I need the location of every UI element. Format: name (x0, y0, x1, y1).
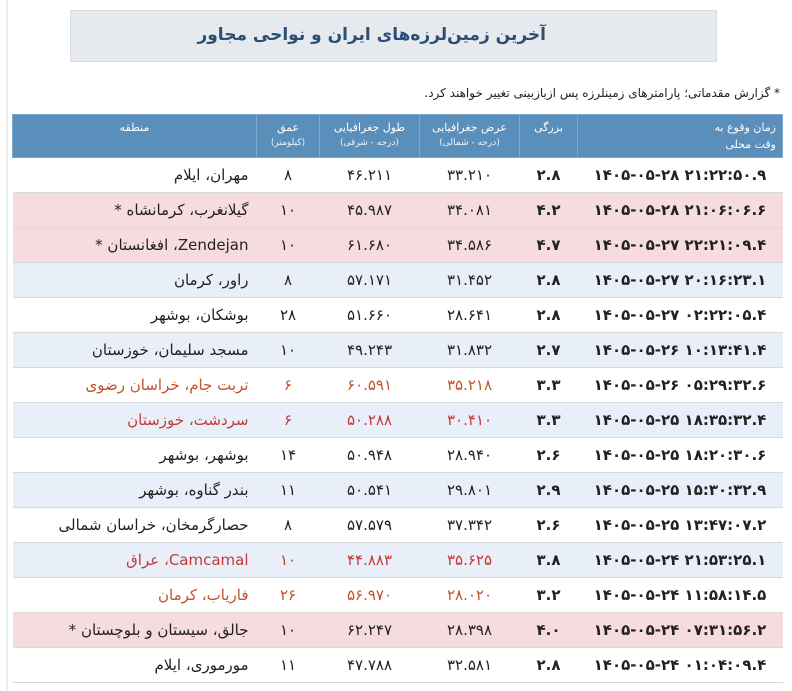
cell-magnitude: ۲.۸ (520, 263, 578, 298)
cell-longitude: ۵۰.۹۴۸ (320, 438, 420, 473)
cell-latitude: ۳۰.۴۱۰ (420, 403, 520, 438)
earthquake-table (12, 114, 783, 683)
table-row[interactable] (13, 403, 783, 438)
header-longitude[interactable] (320, 115, 420, 158)
cell-magnitude: ۴.۰ (520, 613, 578, 648)
table-row[interactable] (13, 263, 783, 298)
cell-magnitude: ۳.۲ (520, 578, 578, 613)
cell-magnitude: ۲.۶ (520, 508, 578, 543)
cell-time: ۱۴۰۵-۰۵-۲۸ ۲۱:۰۶:۰۶.۶ (578, 193, 783, 228)
header-depth-line1: عمق (276, 121, 300, 134)
cell-latitude: ۳۴.۰۸۱ (420, 193, 520, 228)
header-depth-line2: (کیلومتر) (270, 138, 306, 148)
header-magnitude-label: بزرگی (534, 121, 563, 134)
cell-time: ۱۴۰۵-۰۵-۲۵ ۱۸:۳۵:۳۲.۴ (578, 403, 783, 438)
cell-latitude: ۳۱.۴۵۲ (420, 263, 520, 298)
cell-longitude: ۵۶.۹۷۰ (320, 578, 420, 613)
cell-longitude: ۴۷.۷۸۸ (320, 648, 420, 683)
cell-latitude: ۲۸.۰۲۰ (420, 578, 520, 613)
table-body (13, 158, 783, 683)
cell-depth: ۱۱ (257, 648, 320, 683)
cell-region: حصارگرمخان، خراسان شمالی (13, 508, 257, 543)
cell-depth: ۸ (257, 158, 320, 193)
cell-longitude: ۴۹.۲۴۳ (320, 333, 420, 368)
table-row[interactable] (13, 578, 783, 613)
cell-latitude: ۲۹.۸۰۱ (420, 473, 520, 508)
cell-latitude: ۲۸.۶۴۱ (420, 298, 520, 333)
cell-magnitude: ۴.۲ (520, 193, 578, 228)
cell-time: ۱۴۰۵-۰۵-۲۶ ۰۵:۲۹:۳۲.۶ (578, 368, 783, 403)
cell-region: جالق، سیستان و بلوچستان * (13, 613, 257, 648)
cell-longitude: ۵۷.۵۷۹ (320, 508, 420, 543)
cell-depth: ۱۰ (257, 193, 320, 228)
table-row[interactable] (13, 298, 783, 333)
cell-longitude: ۴۶.۲۱۱ (320, 158, 420, 193)
cell-time: ۱۴۰۵-۰۵-۲۷ ۲۰:۱۶:۲۳.۱ (578, 263, 783, 298)
cell-longitude: ۴۵.۹۸۷ (320, 193, 420, 228)
header-depth[interactable] (257, 115, 320, 158)
cell-region: بوشکان، بوشهر (13, 298, 257, 333)
cell-longitude: ۵۷.۱۷۱ (320, 263, 420, 298)
cell-latitude: ۳۵.۲۱۸ (420, 368, 520, 403)
cell-depth: ۸ (257, 508, 320, 543)
cell-magnitude: ۴.۷ (520, 228, 578, 263)
table-row[interactable] (13, 508, 783, 543)
table-row[interactable] (13, 193, 783, 228)
table-row[interactable] (13, 648, 783, 683)
cell-depth: ۶ (257, 403, 320, 438)
cell-longitude: ۵۰.۵۴۱ (320, 473, 420, 508)
header-magnitude[interactable] (520, 115, 578, 158)
cell-depth: ۱۰ (257, 228, 320, 263)
cell-magnitude: ۲.۶ (520, 438, 578, 473)
header-latitude-line1: عرض جغرافیایی (432, 121, 507, 134)
cell-longitude: ۵۱.۶۶۰ (320, 298, 420, 333)
page-left-border (6, 0, 8, 691)
table-row[interactable] (13, 613, 783, 648)
cell-magnitude: ۲.۸ (520, 158, 578, 193)
header-time-line1: زمان وقوع به (714, 121, 776, 134)
cell-time: ۱۴۰۵-۰۵-۲۵ ۱۵:۳۰:۳۲.۹ (578, 473, 783, 508)
cell-region: Zendejan، افغانستان * (13, 228, 257, 263)
table-row[interactable] (13, 368, 783, 403)
header-region[interactable] (13, 115, 257, 158)
cell-latitude: ۲۸.۹۴۰ (420, 438, 520, 473)
cell-magnitude: ۲.۹ (520, 473, 578, 508)
cell-latitude: ۳۴.۵۸۶ (420, 228, 520, 263)
cell-magnitude: ۲.۷ (520, 333, 578, 368)
table-row[interactable] (13, 333, 783, 368)
cell-latitude: ۳۲.۵۸۱ (420, 648, 520, 683)
cell-magnitude: ۳.۳ (520, 403, 578, 438)
cell-region: Camcamal، عراق (13, 543, 257, 578)
cell-region: فاریاب، کرمان (13, 578, 257, 613)
cell-magnitude: ۲.۸ (520, 298, 578, 333)
cell-longitude: ۵۰.۲۸۸ (320, 403, 420, 438)
cell-time: ۱۴۰۵-۰۵-۲۶ ۱۰:۱۳:۴۱.۴ (578, 333, 783, 368)
cell-magnitude: ۳.۳ (520, 368, 578, 403)
table-row[interactable] (13, 158, 783, 193)
cell-depth: ۲۸ (257, 298, 320, 333)
cell-depth: ۱۴ (257, 438, 320, 473)
table-row[interactable] (13, 228, 783, 263)
header-latitude[interactable] (420, 115, 520, 158)
cell-longitude: ۶۱.۶۸۰ (320, 228, 420, 263)
cell-time: ۱۴۰۵-۰۵-۲۴ ۰۱:۰۴:۰۹.۴ (578, 648, 783, 683)
page-title: آخرین زمین‌لرزه‌های ایران و نواحی مجاور (197, 25, 546, 45)
header-time-line2: وقت محلی (725, 138, 776, 151)
cell-longitude: ۶۲.۲۴۷ (320, 613, 420, 648)
cell-magnitude: ۲.۸ (520, 648, 578, 683)
cell-region: مهران، ایلام (13, 158, 257, 193)
table-header-row (13, 115, 783, 158)
header-longitude-line2: (درجه - شرقی) (339, 138, 400, 148)
preliminary-note: * گزارش مقدماتی؛ پارامترهای زمینلرزه پس ازبازبینی تغییر خواهند کرد. (424, 86, 780, 100)
table-row[interactable] (13, 473, 783, 508)
cell-depth: ۱۰ (257, 543, 320, 578)
table-row[interactable] (13, 543, 783, 578)
header-longitude-line1: طول جغرافیایی (333, 121, 406, 134)
header-time[interactable] (578, 115, 783, 158)
header-latitude-line2: (درجه - شمالی) (439, 138, 500, 148)
cell-latitude: ۳۳.۲۱۰ (420, 158, 520, 193)
cell-region: گیلانغرب، کرمانشاه * (13, 193, 257, 228)
cell-longitude: ۴۴.۸۸۳ (320, 543, 420, 578)
cell-region: سردشت، خوزستان (13, 403, 257, 438)
cell-time: ۱۴۰۵-۰۵-۲۴ ۲۱:۵۳:۲۵.۱ (578, 543, 783, 578)
cell-time: ۱۴۰۵-۰۵-۲۷ ۲۲:۲۱:۰۹.۴ (578, 228, 783, 263)
cell-depth: ۱۱ (257, 473, 320, 508)
cell-magnitude: ۳.۸ (520, 543, 578, 578)
cell-region: مورموری، ایلام (13, 648, 257, 683)
cell-time: ۱۴۰۵-۰۵-۲۷ ۰۲:۲۲:۰۵.۴ (578, 298, 783, 333)
cell-depth: ۸ (257, 263, 320, 298)
cell-latitude: ۳۵.۶۲۵ (420, 543, 520, 578)
cell-region: راور، کرمان (13, 263, 257, 298)
cell-region: تربت جام، خراسان رضوی (13, 368, 257, 403)
cell-depth: ۱۰ (257, 613, 320, 648)
cell-depth: ۶ (257, 368, 320, 403)
cell-longitude: ۶۰.۵۹۱ (320, 368, 420, 403)
cell-depth: ۲۶ (257, 578, 320, 613)
page-title-box (70, 10, 717, 62)
cell-region: بوشهر، بوشهر (13, 438, 257, 473)
cell-latitude: ۳۷.۳۴۲ (420, 508, 520, 543)
cell-depth: ۱۰ (257, 333, 320, 368)
cell-time: ۱۴۰۵-۰۵-۲۴ ۰۷:۳۱:۵۶.۲ (578, 613, 783, 648)
cell-time: ۱۴۰۵-۰۵-۲۸ ۲۱:۲۲:۵۰.۹ (578, 158, 783, 193)
cell-time: ۱۴۰۵-۰۵-۲۴ ۱۱:۵۸:۱۴.۵ (578, 578, 783, 613)
cell-time: ۱۴۰۵-۰۵-۲۵ ۱۸:۲۰:۳۰.۶ (578, 438, 783, 473)
header-region-label: منطقه (119, 121, 150, 134)
cell-time: ۱۴۰۵-۰۵-۲۵ ۱۳:۴۷:۰۷.۲ (578, 508, 783, 543)
cell-region: مسجد سلیمان، خوزستان (13, 333, 257, 368)
cell-region: بندر گناوه، بوشهر (13, 473, 257, 508)
cell-latitude: ۲۸.۳۹۸ (420, 613, 520, 648)
table-row[interactable] (13, 438, 783, 473)
cell-latitude: ۳۱.۸۳۲ (420, 333, 520, 368)
